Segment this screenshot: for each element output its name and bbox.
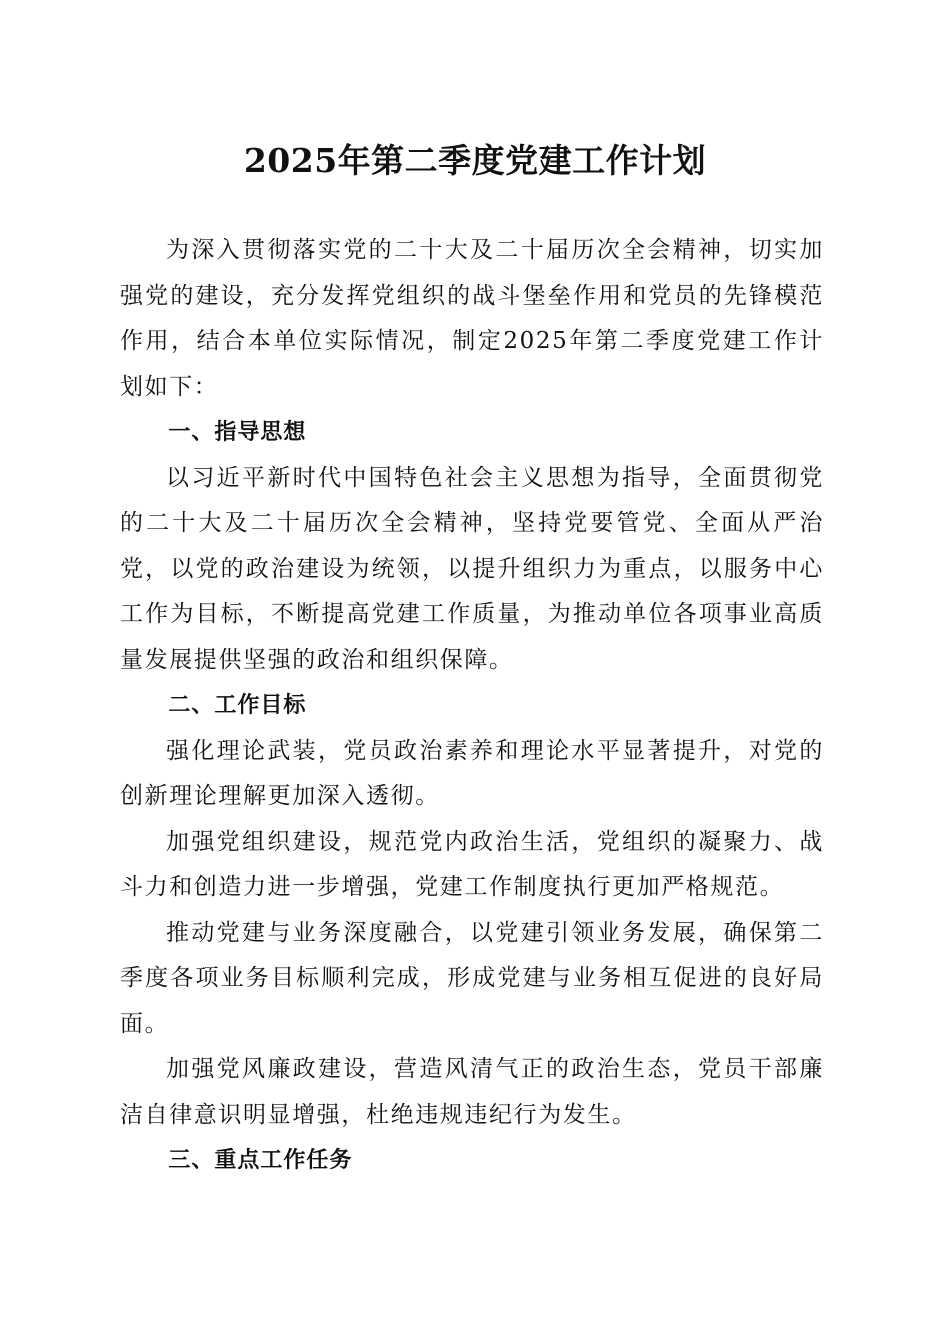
section-heading-key-tasks: 三、重点工作任务	[168, 1148, 353, 1173]
work-goal-paragraph: 推动党建与业务深度融合，以党建引领业务发展，确保第二季度各项业务目标顺利完成，形成党建与业务相互促进的良好局面。	[120, 919, 824, 1037]
intro-paragraph: 为深入贯彻落实党的二十大及二十届历次全会精神，切实加强党的建设，充分发挥党组织的战斗堡垒作用和党员的先锋模范作用，结合本单位实际情况，制定2025年第二季度党建工作计划如下：	[120, 237, 824, 400]
document-body	[120, 228, 824, 1184]
document-title: 2025年第二季度党建工作计划	[243, 141, 707, 180]
work-goal-paragraph: 加强党风廉政建设，营造风清气正的政治生态，党员干部廉洁自律意识明显增强，杜绝违规违纪行为发生。	[120, 1056, 824, 1128]
work-goal-paragraph: 强化理论武装，党员政治素养和理论水平显著提升，对党的创新理论理解更加深入透彻。	[120, 737, 824, 809]
guiding-ideology-paragraph: 以习近平新时代中国特色社会主义思想为指导，全面贯彻党的二十大及二十届历次全会精神，坚持党要管党、全面从严治党，以党的政治建设为统领，以提升组织力为重点，以服务中心工作为目标，不断提高党建工作质量，为推动单位各项事业高质量发展提供坚强的政治和组织保障。	[120, 464, 824, 673]
section-heading-guiding-ideology: 一、指导思想	[168, 420, 307, 445]
section-heading-work-goals: 二、工作目标	[168, 693, 307, 718]
work-goal-paragraph: 加强党组织建设，规范党内政治生活，党组织的凝聚力、战斗力和创造力进一步增强，党建工作制度执行更加严格规范。	[120, 828, 824, 900]
